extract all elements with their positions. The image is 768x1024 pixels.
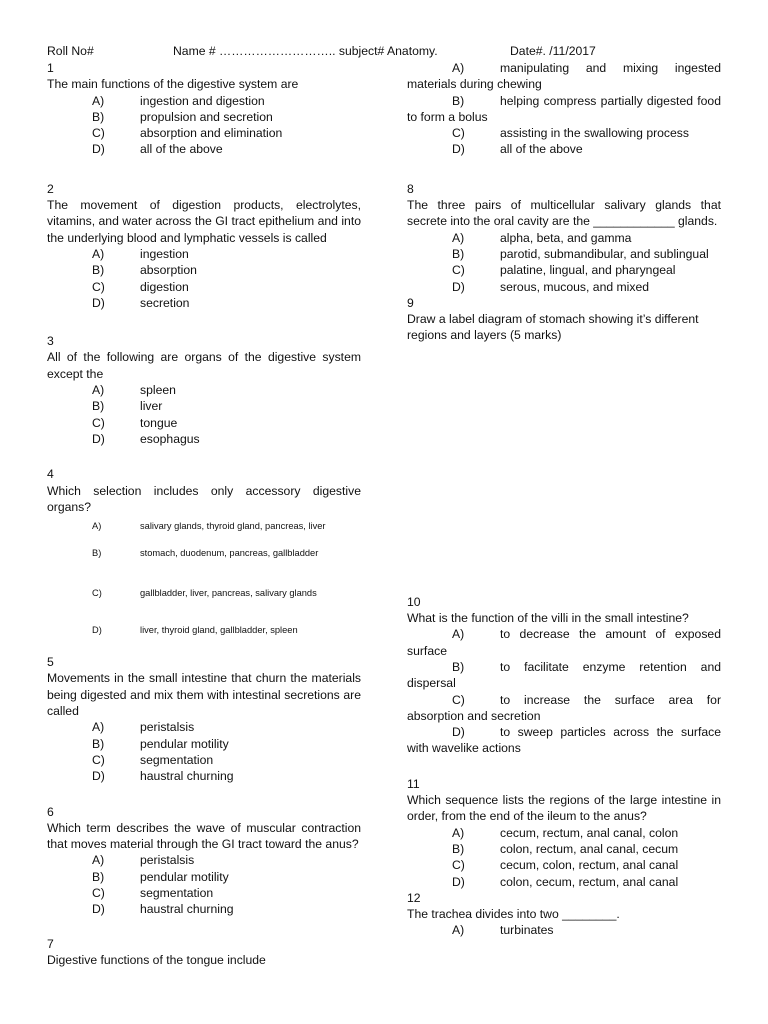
option-letter: C) [452,126,465,141]
answer-option-d [407,724,721,757]
option-letter: D) [92,769,105,784]
option-letter: A) [92,383,105,398]
option-letter: C) [452,692,465,707]
question-stem: Draw a label diagram of stomach showing it’s different regions and layers (5 marks) [407,312,699,343]
option-letter: C) [452,858,465,873]
question-number: 9 [407,295,414,310]
answer-option-d [47,617,361,644]
question-2 [47,181,361,311]
question-12 [407,890,721,939]
question-number: 11 [407,776,420,791]
question-number: 10 [407,594,421,609]
answer-option-a [47,246,361,262]
question-stem: The main functions of the digestive system are [47,77,299,92]
name-subject-label: Name # ……………………….. subject# Anatomy. [173,44,438,58]
answer-option-c [407,857,721,873]
option-text: pendular motility [140,736,229,751]
answer-option-a [407,626,721,659]
answer-option-d [47,768,361,784]
answer-option-a [407,230,721,246]
question-11 [407,776,721,890]
question-stem: Which sequence lists the regions of the large intestine in order, from the end of the ileum to the anus? [407,793,721,824]
option-letter: A) [92,521,102,532]
option-letter: B) [92,869,105,884]
question-stem: The trachea divides into two ________. [407,907,620,922]
answer-option-c [407,692,721,725]
roll-number-label: Roll No# [47,44,94,58]
option-letter: A) [92,720,105,735]
right-column [407,60,721,939]
answer-option-c [407,262,721,278]
answer-option-b [47,736,361,752]
question-8 [407,181,721,295]
answer-option-a [407,60,721,93]
answer-option-b [407,93,721,126]
option-text: segmentation [140,885,214,900]
date-label: Date#. /11/2017 [510,44,596,58]
option-letter: C) [452,263,465,278]
question-7 [47,936,361,969]
question-number: 7 [47,936,54,951]
option-text: gallbladder, liver, pancreas, salivary glands [140,588,317,599]
question-number: 4 [47,467,54,482]
option-letter: C) [92,588,102,599]
option-letter: A) [452,825,465,840]
answer-option-b [47,398,361,414]
question-stem: Which selection includes only accessory digestive organs? [47,483,361,514]
answer-option-b [47,262,361,278]
answer-option-b [407,659,721,692]
answer-option-c [407,125,721,141]
answer-option-c [47,279,361,295]
option-text: peristalsis [140,720,195,735]
option-letter: D) [92,142,105,157]
option-letter: B) [92,109,105,124]
option-text: serous, mucous, and mixed [500,279,650,294]
question-4 [47,466,361,644]
option-text: propulsion and secretion [140,109,273,124]
answer-option-d [47,431,361,447]
answer-option-a [47,382,361,398]
option-text: absorption and elimination [140,126,283,141]
answer-option-a [47,852,361,868]
option-letter: A) [92,246,105,261]
answer-option-a [47,93,361,109]
answer-option-d [407,141,721,157]
left-column [47,60,361,968]
option-text: stomach, duodenum, pancreas, gallbladder [140,548,319,559]
option-letter: C) [92,126,105,141]
option-letter: B) [452,659,465,674]
question-5 [47,654,361,784]
answer-option-c [47,415,361,431]
option-letter: B) [92,736,105,751]
option-text: assisting in the swallowing process [500,126,689,141]
option-text: secretion [140,295,190,310]
option-text: alpha, beta, and gamma [500,230,632,245]
question-9 [407,295,721,344]
answer-option-c [47,885,361,901]
option-letter: D) [92,295,105,310]
question-stem: Movements in the small intestine that churn the materials being digested and mix them with intestinal secretions are called [47,671,361,719]
answer-option-c [47,752,361,768]
option-text: salivary glands, thyroid gland, pancreas, liver [140,521,326,532]
answer-option-a [47,515,361,537]
option-letter: B) [452,841,465,856]
question-6 [47,804,361,918]
answer-option-b [47,537,361,569]
question-number: 8 [407,181,414,196]
answer-option-a [407,922,721,938]
option-letter: C) [92,415,105,430]
option-text: ingestion [140,246,189,261]
option-letter: C) [92,752,105,767]
option-text: cecum, rectum, anal canal, colon [500,825,679,840]
option-text: parotid, submandibular, and sublingual [500,246,709,261]
option-letter: D) [452,279,465,294]
question-stem: The three pairs of multicellular salivary glands that secrete into the oral cavity are the ____________ glands. [407,198,721,229]
option-text: manipulating and mixing ingested materials during chewing [407,61,721,92]
answer-option-d [47,141,361,157]
option-text: digestion [140,279,189,294]
option-text: colon, cecum, rectum, anal canal [500,874,679,889]
question-stem: All of the following are organs of the digestive system except the [47,350,361,381]
question-stem: The movement of digestion products, electrolytes, vitamins, and water across the GI tract epithelium and into the underlying blood and lymphatic vessels is called [47,198,361,245]
option-text: cecum, colon, rectum, anal canal [500,858,679,873]
option-letter: D) [452,874,465,889]
option-letter: D) [92,625,102,636]
option-text: pendular motility [140,869,229,884]
answer-option-c [47,569,361,617]
answer-option-d [407,874,721,890]
option-letter: A) [92,853,105,868]
question-number: 3 [47,334,54,349]
option-text: all of the above [500,142,583,157]
answer-option-b [407,246,721,262]
question-stem: What is the function of the villi in the small intestine? [407,611,689,626]
option-text: segmentation [140,752,214,767]
option-text: to facilitate enzyme retention and dispersal [407,659,721,691]
question-number: 12 [407,890,421,905]
option-letter: A) [452,627,465,642]
option-text: esophagus [140,431,200,446]
option-text: to sweep particles across the surface with wavelike actions [407,725,721,756]
option-letter: B) [92,399,105,414]
option-letter: B) [452,93,465,108]
question-3 [47,333,361,447]
option-text: peristalsis [140,853,195,868]
option-letter: B) [92,263,105,278]
option-letter: A) [92,93,105,108]
question-stem: Which term describes the wave of muscular contraction that moves material through the GI tract toward the anus? [47,820,361,852]
option-text: liver [140,399,163,414]
question-7-continued [407,60,721,158]
question-number: 5 [47,655,54,670]
option-letter: B) [452,246,465,261]
question-1 [47,60,361,158]
option-letter: C) [92,885,105,900]
question-10 [407,594,721,757]
diagram-answer-space [407,344,721,594]
answer-option-b [407,841,721,857]
option-letter: D) [452,725,465,740]
answer-option-b [47,869,361,885]
option-text: helping compress partially digested food to form a bolus [407,93,721,124]
option-letter: C) [92,279,105,294]
option-text: liver, thyroid gland, gallbladder, spleen [140,625,298,636]
option-letter: A) [452,230,465,245]
option-text: haustral churning [140,902,234,917]
answer-option-c [47,125,361,141]
question-stem: Digestive functions of the tongue include [47,952,266,967]
answer-option-d [407,279,721,295]
answer-option-a [407,825,721,841]
option-text: colon, rectum, anal canal, cecum [500,841,679,856]
option-text: absorption [140,263,197,278]
option-text: spleen [140,383,176,398]
option-text: haustral churning [140,769,234,784]
option-text: to decrease the amount of exposed surface [407,627,721,658]
option-letter: B) [92,548,102,559]
exam-header [47,43,728,61]
option-letter: D) [92,431,105,446]
question-number: 2 [47,181,54,196]
question-number: 6 [47,804,54,819]
answer-option-d [47,901,361,917]
option-text: all of the above [140,142,223,157]
option-text: palatine, lingual, and pharyngeal [500,263,676,278]
option-letter: D) [92,902,105,917]
option-text: ingestion and digestion [140,93,265,108]
option-letter: A) [452,61,465,75]
option-letter: D) [452,142,465,157]
answer-option-a [47,719,361,735]
option-text: turbinates [500,923,554,938]
option-text: to increase the surface area for absorption and secretion [407,692,721,723]
question-number: 1 [47,61,54,75]
answer-option-b [47,109,361,125]
option-letter: A) [452,923,465,938]
option-text: tongue [140,415,178,430]
answer-option-d [47,295,361,311]
